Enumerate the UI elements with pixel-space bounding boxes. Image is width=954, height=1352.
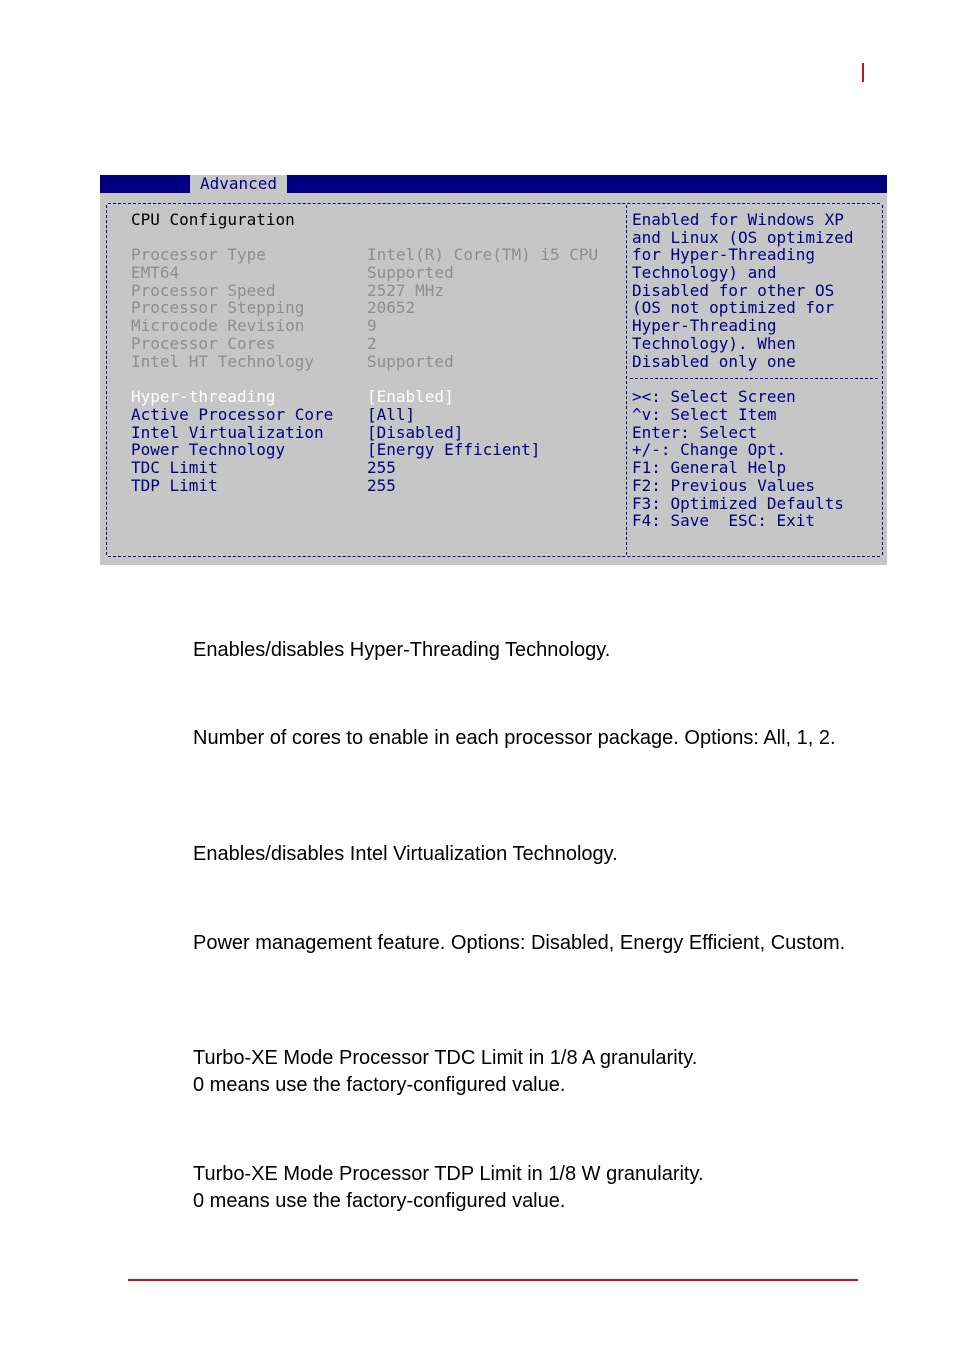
frame-top-border bbox=[108, 203, 880, 206]
info-value: 2527 MHz bbox=[367, 281, 445, 300]
info-label: Processor Speed bbox=[131, 281, 276, 300]
frame-bottom-border bbox=[108, 556, 880, 559]
info-label: Intel HT Technology bbox=[131, 352, 315, 371]
info-label: Processor Stepping bbox=[131, 298, 305, 317]
option-hyper-threading[interactable]: Hyper-threading bbox=[131, 387, 276, 406]
info-label: Processor Cores bbox=[131, 334, 276, 353]
info-value: Intel(R) Core(TM) i5 CPU bbox=[367, 245, 599, 264]
option-value[interactable]: 255 bbox=[367, 458, 396, 477]
key-hint: F2: Previous Values bbox=[632, 476, 816, 495]
desc-hyper-threading: Enables/disables Hyper-Threading Technology. bbox=[193, 639, 611, 661]
desc-tdp-limit bbox=[193, 1161, 853, 1215]
help-line: for Hyper-Threading bbox=[632, 245, 816, 264]
info-value: 20652 bbox=[367, 298, 416, 317]
info-value: Supported bbox=[367, 263, 454, 282]
desc-intel-virtualization: Enables/disables Intel Virtualization Technology. bbox=[193, 843, 618, 865]
tab-advanced[interactable]: Advanced bbox=[190, 175, 287, 193]
section-title: CPU Configuration bbox=[131, 210, 295, 229]
key-hint: F1: General Help bbox=[632, 458, 787, 477]
info-value: 2 bbox=[367, 334, 377, 353]
info-label: Processor Type bbox=[131, 245, 266, 264]
key-hint: Enter: Select bbox=[632, 423, 758, 442]
key-hint: ><: Select Screen bbox=[632, 387, 796, 406]
desc-power-technology: Power management feature. Options: Disabled, Energy Efficient, Custom. bbox=[193, 932, 846, 954]
key-hint: F3: Optimized Defaults bbox=[632, 494, 844, 513]
info-label: EMT64 bbox=[131, 263, 180, 282]
desc-tdc-limit bbox=[193, 1045, 853, 1099]
option-value[interactable]: [All] bbox=[367, 405, 416, 424]
help-line: Technology) and bbox=[632, 263, 777, 282]
option-tdp-limit[interactable]: TDP Limit bbox=[131, 476, 218, 495]
desc-line: 0 means use the factory-configured value. bbox=[193, 1074, 566, 1096]
help-line: Disabled for other OS bbox=[632, 281, 835, 300]
option-active-processor-core[interactable]: Active Processor Core bbox=[131, 405, 334, 424]
desc-line: 0 means use the factory-configured value. bbox=[193, 1190, 566, 1212]
help-line: Enabled for Windows XP bbox=[632, 210, 844, 229]
help-line: Hyper-Threading bbox=[632, 316, 777, 335]
option-value[interactable]: 255 bbox=[367, 476, 396, 495]
help-divider bbox=[630, 378, 878, 381]
help-line: Disabled only one bbox=[632, 352, 796, 371]
option-power-technology[interactable]: Power Technology bbox=[131, 440, 286, 459]
desc-active-processor-core: Number of cores to enable in each processor package. Options: All, 1, 2. bbox=[193, 727, 836, 749]
key-hint: F4: Save ESC: Exit bbox=[632, 511, 816, 530]
bios-menu-bar bbox=[100, 175, 887, 193]
option-tdc-limit[interactable]: TDC Limit bbox=[131, 458, 218, 477]
bios-screenshot bbox=[100, 175, 887, 565]
footer-rule bbox=[128, 1279, 858, 1281]
option-value[interactable]: [Enabled] bbox=[367, 387, 454, 406]
desc-line: Turbo-XE Mode Processor TDC Limit in 1/8 A granularity. bbox=[193, 1047, 698, 1069]
option-value[interactable]: [Disabled] bbox=[367, 423, 464, 442]
info-label: Microcode Revision bbox=[131, 316, 305, 335]
frame-column-divider bbox=[626, 205, 627, 555]
frame-left-border bbox=[106, 205, 107, 555]
frame-right-border bbox=[882, 205, 883, 555]
help-line: Technology). When bbox=[632, 334, 796, 353]
info-value: Supported bbox=[367, 352, 454, 371]
key-hint: ^v: Select Item bbox=[632, 405, 777, 424]
page-edge-marker bbox=[862, 63, 864, 82]
option-value[interactable]: [Energy Efficient] bbox=[367, 440, 541, 459]
help-line: (OS not optimized for bbox=[632, 298, 835, 317]
info-value: 9 bbox=[367, 316, 377, 335]
help-line: and Linux (OS optimized bbox=[632, 228, 854, 247]
desc-line: Turbo-XE Mode Processor TDP Limit in 1/8 W granularity. bbox=[193, 1163, 704, 1185]
option-intel-virtualization[interactable]: Intel Virtualization bbox=[131, 423, 324, 442]
key-hint: +/-: Change Opt. bbox=[632, 440, 787, 459]
